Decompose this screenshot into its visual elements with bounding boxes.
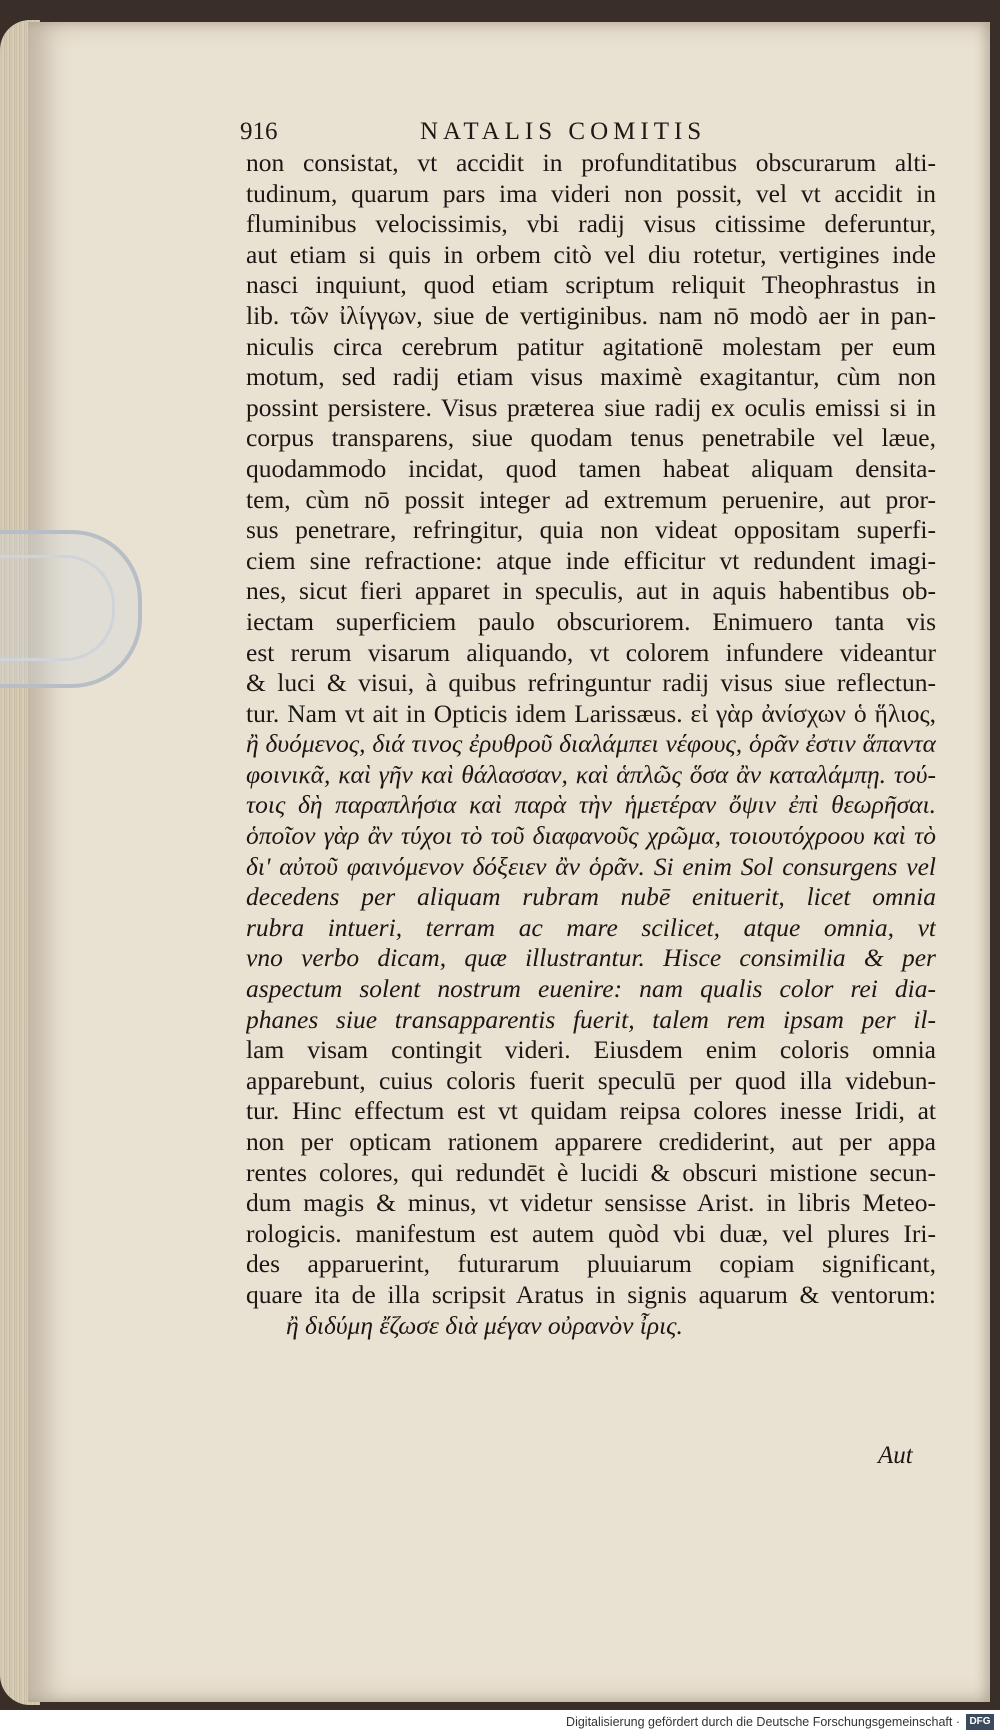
text-line: possint persistere. Visus præterea siue radij ex oculis emissi si in bbox=[246, 392, 936, 422]
text-line: rologicis. manifestum est autem quòd vbi duæ, vel plures Iri- bbox=[246, 1218, 936, 1248]
text-line: aspectum solent nostrum euenire: nam qualis color rei dia- bbox=[246, 974, 936, 1004]
text-line: tudinum, quarum pars ima videri non possit, vel vt accidit in bbox=[246, 178, 936, 208]
footer-bar bbox=[0, 1710, 1000, 1736]
text-line: vno verbo dicam, quæ illustrantur. Hisce consimilia & per bbox=[246, 943, 936, 973]
funding-credit: Digitalisierung gefördert durch die Deutsche Forschungsgemeinschaft · bbox=[566, 1715, 960, 1729]
text-line: dum magis & minus, vt videtur sensisse Arist. in libris Meteo- bbox=[246, 1188, 936, 1218]
text-line: tur. Nam vt ait in Opticis idem Larissæus. εἰ γὰρ ἀνίσχων ὁ ἥλιος, bbox=[246, 698, 936, 728]
text-line: corpus transparens, siue quodam tenus penetrabile vel læue, bbox=[246, 423, 936, 453]
text-line: apparebunt, cuius coloris fuerit speculū per quod illa videbun- bbox=[246, 1065, 936, 1095]
text-line: & luci & visui, à quibus refringuntur radij visus siue reflectun- bbox=[246, 668, 936, 698]
text-line: fluminibus velocissimis, vbi radij visus citissime deferuntur, bbox=[246, 209, 936, 239]
text-line: ἢ δυόμενος, διά τινος ἐρυθροῦ διαλάμπει νέφους, ὁρᾶν ἐστιν ἅπαντα bbox=[246, 729, 936, 759]
text-line: δι' αὐτοῦ φαινόμενον δόξειεν ἂν ὁρᾶν. Si enim Sol consurgens vel bbox=[246, 851, 936, 881]
text-line: iectam superficiem paulo obscuriorem. Enimuero tanta vis bbox=[246, 606, 936, 636]
text-line: lam visam contingit videri. Eiusdem enim coloris omnia bbox=[246, 1035, 936, 1065]
text-line: nes, sicut fieri apparet in speculis, aut in aquis habentibus ob- bbox=[246, 576, 936, 606]
text-line: aut etiam si quis in orbem citò vel diu rotetur, vertigines inde bbox=[246, 239, 936, 269]
text-line: niculis circa cerebrum patitur agitationē molestam per eum bbox=[246, 331, 936, 361]
text-line: ciem sine refractione: atque inde efficitur vt redundent imagi- bbox=[246, 545, 936, 575]
text-line: non per opticam rationem apparere crediderint, aut per appa bbox=[246, 1127, 936, 1156]
text-line: des apparuerint, futurarum pluuiarum copiam significant, bbox=[246, 1249, 936, 1279]
text-line: phanes siue transapparentis fuerit, talem rem ipsam per il- bbox=[246, 1004, 936, 1034]
text-line: lib. τῶν ἰλίγγων, siue de vertiginibus. nam nō modò aer in pan- bbox=[246, 300, 936, 330]
text-line: ἢ διδύμη ἔζωσε διὰ μέγαν οὐρανὸν ἶρις. bbox=[286, 1310, 683, 1340]
text-line: τοις δὴ παραπλήσια καὶ παρὰ τὴν ἡμετέραν ὄψιν ἐπὶ θεωρῆσαι. bbox=[246, 790, 936, 820]
text-line: decedens per aliquam rubram nubē enituerit, licet omnia bbox=[246, 882, 936, 912]
dfg-logo: DFG bbox=[966, 1714, 994, 1730]
text-line: non consistat, vt accidit in profunditatibus obscurarum alti- bbox=[246, 148, 936, 177]
text-line: tem, cùm nō possit integer ad extremum peruenire, aut pror- bbox=[246, 484, 936, 514]
text-line: ὁποῖον γὰρ ἂν τύχοι τὸ τοῦ διαφανοῦς χρῶμα, τοιουτόχροου καὶ τὸ bbox=[246, 821, 936, 851]
text-line: rentes colores, qui redundēt è lucidi & obscuri mistione secun- bbox=[246, 1157, 936, 1187]
text-line: est rerum visarum aliquando, vt colorem infundere videantur bbox=[246, 637, 936, 667]
page-clip-inner bbox=[0, 555, 115, 661]
page-number: 916 bbox=[240, 118, 278, 145]
text-line: rubra intueri, terram ac mare scilicet, atque omnia, vt bbox=[246, 912, 936, 942]
text-line: tur. Hinc effectum est vt quidam reipsa colores inesse Iridi, at bbox=[246, 1096, 936, 1126]
text-line: sus penetrare, refringitur, quia non videat oppositam superfi- bbox=[246, 515, 936, 545]
text-line: nasci inquiunt, quod etiam scriptum reliquit Theophrastus in bbox=[246, 270, 936, 300]
text-line: φοινικᾶ, καὶ γῆν καὶ θάλασσαν, καὶ ἁπλῶς ὅσα ἂν καταλάμπῃ. τού- bbox=[246, 759, 936, 789]
catchword: Aut bbox=[878, 1442, 913, 1469]
running-title: NATALIS COMITIS bbox=[420, 118, 707, 145]
main-text bbox=[246, 148, 936, 1341]
text-line: motum, sed radij etiam visus maximè exagitantur, cùm non bbox=[246, 362, 936, 392]
text-line: quare ita de illa scripsit Aratus in signis aquarum & ventorum: bbox=[246, 1279, 936, 1309]
text-line: quodammodo incidat, quod tamen habeat aliquam densita- bbox=[246, 453, 936, 483]
